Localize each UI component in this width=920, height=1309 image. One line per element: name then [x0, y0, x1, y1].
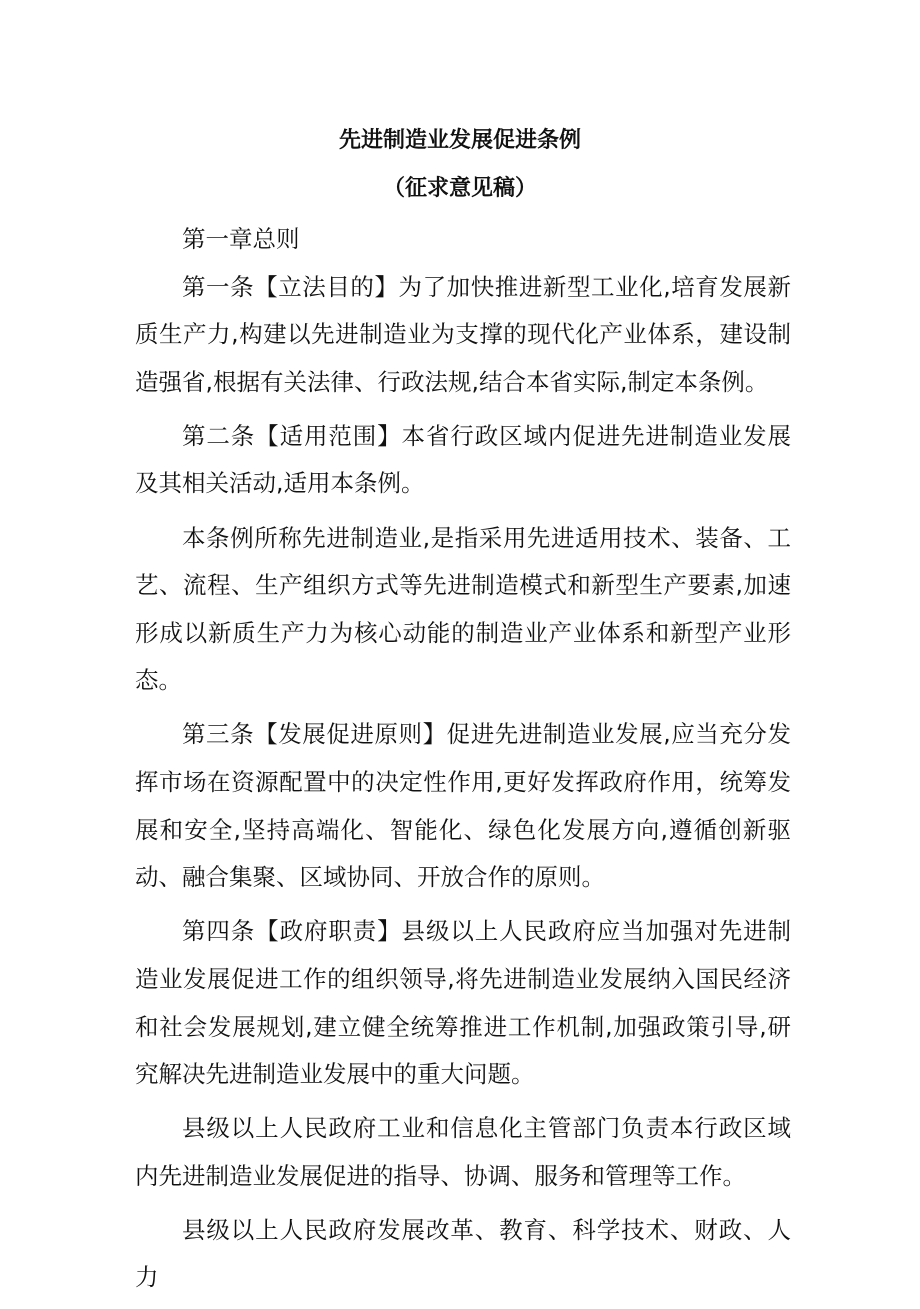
- article-4-clause-3-paragraph: 县级以上人民政府发展改革、教育、科学技术、财政、人力: [135, 1215, 791, 1292]
- article-2-definition-paragraph: 本条例所称先进制造业,是指采用先进适用技术、装备、工艺、流程、生产组织方式等先进制造模式和新型生产要素,加速形成以新质生产力为核心动能的制造业产业体系和新型产业形态。: [135, 523, 791, 695]
- document-subtitle: （征求意见稿）: [382, 176, 537, 201]
- article-4-clause-2-paragraph: 县级以上人民政府工业和信息化主管部门负责本行政区域内先进制造业发展促进的指导、协调、服务和管理等工作。: [135, 1114, 791, 1190]
- document-body: [135, 216, 791, 1309]
- article-3-paragraph: 第三条【发展促进原则】促进先进制造业发展,应当充分发挥市场在资源配置中的决定性作用,更好发挥政府作用，统筹发展和安全,坚持高端化、智能化、绿色化发展方向,遵循创新驱动、融合集聚、区域协同、开放合作的原则。: [135, 720, 791, 892]
- article-1-paragraph: 第一条【立法目的】为了加快推进新型工业化,培育发展新质生产力,构建以先进制造业为支撑的现代化产业体系，建设制造强省,根据有关法律、行政法规,结合本省实际,制定本条例。: [135, 272, 791, 396]
- article-2-paragraph: 第二条【适用范围】本省行政区域内促进先进制造业发展及其相关活动,适用本条例。: [135, 421, 791, 498]
- document-title: 先进制造业发展促进条例: [338, 128, 581, 153]
- chapter-heading: 第一章总则: [182, 225, 300, 253]
- article-4-paragraph: 第四条【政府职责】县级以上人民政府应当加强对先进制造业发展促进工作的组织领导,将先进制造业发展纳入国民经济和社会发展规划,建立健全统筹推进工作机制,加强政策引导,研究解决先进制造业发展中的重大问题。: [135, 917, 791, 1089]
